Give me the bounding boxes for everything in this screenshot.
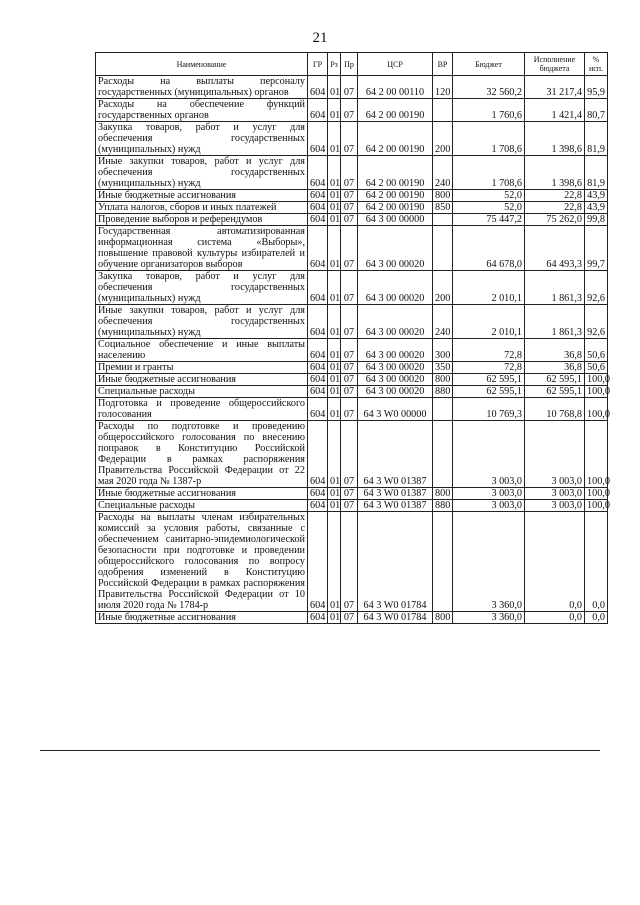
cell-vr: 120 xyxy=(433,76,453,99)
cell-rz: 01 xyxy=(328,500,341,512)
cell-gr: 604 xyxy=(308,214,328,226)
cell-percent: 95,9 xyxy=(585,76,608,99)
cell-rz: 01 xyxy=(328,362,341,374)
cell-budget: 62 595,1 xyxy=(453,374,525,386)
cell-execution: 1 398,6 xyxy=(525,122,585,156)
cell-name: Проведение выборов и референдумов xyxy=(96,214,308,226)
cell-vr xyxy=(433,226,453,271)
table-row xyxy=(96,271,608,305)
cell-csr: 64 3 W0 01784 xyxy=(358,512,433,612)
cell-csr: 64 3 W0 01387 xyxy=(358,500,433,512)
cell-gr: 604 xyxy=(308,305,328,339)
cell-percent: 100,0 xyxy=(585,398,608,421)
cell-execution: 0,0 xyxy=(525,512,585,612)
cell-name: Закупка товаров, работ и услуг для обеспечения государственных (муниципальных) нужд xyxy=(96,122,308,156)
cell-gr: 604 xyxy=(308,386,328,398)
page-number: 21 xyxy=(312,30,328,46)
cell-vr xyxy=(433,398,453,421)
cell-pr: 07 xyxy=(341,386,358,398)
cell-gr: 604 xyxy=(308,76,328,99)
header-gr: ГР xyxy=(308,53,328,76)
cell-gr: 604 xyxy=(308,99,328,122)
header-execution: Исполнение бюджета xyxy=(525,53,585,76)
cell-vr: 200 xyxy=(433,122,453,156)
table-row xyxy=(96,339,608,362)
cell-vr: 800 xyxy=(433,612,453,624)
cell-csr: 64 3 W0 01387 xyxy=(358,488,433,500)
cell-rz: 01 xyxy=(328,226,341,271)
cell-rz: 01 xyxy=(328,156,341,190)
cell-budget: 1 708,6 xyxy=(453,122,525,156)
cell-execution: 64 493,3 xyxy=(525,226,585,271)
cell-percent: 99,7 xyxy=(585,226,608,271)
cell-execution: 10 768,8 xyxy=(525,398,585,421)
cell-rz: 01 xyxy=(328,76,341,99)
cell-csr: 64 2 00 00190 xyxy=(358,99,433,122)
cell-name: Иные бюджетные ассигнования xyxy=(96,488,308,500)
table-row xyxy=(96,488,608,500)
cell-csr: 64 2 00 00110 xyxy=(358,76,433,99)
table-row xyxy=(96,612,608,624)
cell-rz: 01 xyxy=(328,99,341,122)
cell-rz: 01 xyxy=(328,122,341,156)
table-header-row xyxy=(96,53,608,76)
table-row xyxy=(96,305,608,339)
cell-name: Социальное обеспечение и иные выплаты населению xyxy=(96,339,308,362)
cell-pr: 07 xyxy=(341,190,358,202)
cell-pr: 07 xyxy=(341,512,358,612)
cell-pr: 07 xyxy=(341,271,358,305)
table-row xyxy=(96,156,608,190)
cell-rz: 01 xyxy=(328,374,341,386)
table-row xyxy=(96,99,608,122)
cell-name: Закупка товаров, работ и услуг для обеспечения государственных (муниципальных) нужд xyxy=(96,271,308,305)
cell-name: Подготовка и проведение общероссийского голосования xyxy=(96,398,308,421)
cell-name: Специальные расходы xyxy=(96,386,308,398)
cell-rz: 01 xyxy=(328,190,341,202)
cell-rz: 01 xyxy=(328,386,341,398)
header-vr: ВР xyxy=(433,53,453,76)
header-rz: Рз xyxy=(328,53,341,76)
cell-name: Иные бюджетные ассигнования xyxy=(96,190,308,202)
cell-pr: 07 xyxy=(341,305,358,339)
cell-budget: 1 760,6 xyxy=(453,99,525,122)
cell-pr: 07 xyxy=(341,99,358,122)
table-row xyxy=(96,421,608,488)
cell-vr: 300 xyxy=(433,339,453,362)
cell-execution: 22,8 xyxy=(525,190,585,202)
cell-gr: 604 xyxy=(308,374,328,386)
table-row xyxy=(96,500,608,512)
cell-pr: 07 xyxy=(341,226,358,271)
cell-rz: 01 xyxy=(328,398,341,421)
cell-rz: 01 xyxy=(328,488,341,500)
cell-percent: 80,7 xyxy=(585,99,608,122)
cell-execution: 31 217,4 xyxy=(525,76,585,99)
cell-name: Иные бюджетные ассигнования xyxy=(96,374,308,386)
cell-pr: 07 xyxy=(341,122,358,156)
cell-name: Расходы на обеспечение функций государственных органов xyxy=(96,99,308,122)
cell-budget: 32 560,2 xyxy=(453,76,525,99)
cell-csr: 64 3 W0 01784 xyxy=(358,612,433,624)
cell-percent: 100,0 xyxy=(585,488,608,500)
cell-percent: 100,0 xyxy=(585,421,608,488)
cell-vr: 240 xyxy=(433,156,453,190)
cell-gr: 604 xyxy=(308,612,328,624)
cell-csr: 64 3 W0 01387 xyxy=(358,421,433,488)
header-csr: ЦСР xyxy=(358,53,433,76)
cell-budget: 62 595,1 xyxy=(453,386,525,398)
table-row xyxy=(96,214,608,226)
cell-vr: 350 xyxy=(433,362,453,374)
budget-execution-table xyxy=(95,52,608,624)
cell-vr xyxy=(433,512,453,612)
cell-execution: 36,8 xyxy=(525,362,585,374)
cell-pr: 07 xyxy=(341,421,358,488)
cell-pr: 07 xyxy=(341,339,358,362)
cell-pr: 07 xyxy=(341,612,358,624)
cell-percent: 99,8 xyxy=(585,214,608,226)
cell-execution: 3 003,0 xyxy=(525,500,585,512)
cell-gr: 604 xyxy=(308,122,328,156)
cell-vr: 880 xyxy=(433,386,453,398)
cell-csr: 64 3 00 00020 xyxy=(358,226,433,271)
cell-execution: 1 421,4 xyxy=(525,99,585,122)
cell-pr: 07 xyxy=(341,214,358,226)
header-budget: Бюджет xyxy=(453,53,525,76)
cell-execution: 1 861,3 xyxy=(525,271,585,305)
table-body xyxy=(96,76,608,624)
cell-vr: 800 xyxy=(433,374,453,386)
cell-budget: 2 010,1 xyxy=(453,305,525,339)
cell-gr: 604 xyxy=(308,500,328,512)
table-row xyxy=(96,122,608,156)
cell-percent: 43,9 xyxy=(585,202,608,214)
cell-gr: 604 xyxy=(308,421,328,488)
table-row xyxy=(96,76,608,99)
cell-gr: 604 xyxy=(308,271,328,305)
cell-pr: 07 xyxy=(341,398,358,421)
cell-rz: 01 xyxy=(328,271,341,305)
cell-percent: 0,0 xyxy=(585,612,608,624)
cell-rz: 01 xyxy=(328,512,341,612)
cell-percent: 92,6 xyxy=(585,271,608,305)
cell-budget: 75 447,2 xyxy=(453,214,525,226)
cell-budget: 52,0 xyxy=(453,190,525,202)
cell-name: Иные закупки товаров, работ и услуг для обеспечения государственных (муниципальных) нужд xyxy=(96,156,308,190)
cell-pr: 07 xyxy=(341,202,358,214)
cell-vr: 200 xyxy=(433,271,453,305)
table-row xyxy=(96,398,608,421)
cell-execution: 0,0 xyxy=(525,612,585,624)
cell-vr: 800 xyxy=(433,190,453,202)
cell-csr: 64 3 00 00020 xyxy=(358,374,433,386)
cell-gr: 604 xyxy=(308,398,328,421)
bottom-rule xyxy=(40,750,600,751)
cell-gr: 604 xyxy=(308,202,328,214)
cell-budget: 10 769,3 xyxy=(453,398,525,421)
table-row xyxy=(96,374,608,386)
cell-percent: 92,6 xyxy=(585,305,608,339)
table-row xyxy=(96,190,608,202)
cell-budget: 1 708,6 xyxy=(453,156,525,190)
cell-percent: 50,6 xyxy=(585,362,608,374)
cell-pr: 07 xyxy=(341,76,358,99)
cell-pr: 07 xyxy=(341,488,358,500)
cell-vr: 850 xyxy=(433,202,453,214)
cell-gr: 604 xyxy=(308,226,328,271)
cell-gr: 604 xyxy=(308,512,328,612)
cell-budget: 72,8 xyxy=(453,339,525,362)
cell-percent: 0,0 xyxy=(585,512,608,612)
cell-gr: 604 xyxy=(308,488,328,500)
cell-vr: 240 xyxy=(433,305,453,339)
cell-vr xyxy=(433,214,453,226)
cell-budget: 3 003,0 xyxy=(453,488,525,500)
cell-execution: 3 003,0 xyxy=(525,488,585,500)
cell-budget: 3 003,0 xyxy=(453,500,525,512)
table-row xyxy=(96,512,608,612)
cell-rz: 01 xyxy=(328,214,341,226)
cell-percent: 100,0 xyxy=(585,500,608,512)
cell-csr: 64 3 00 00020 xyxy=(358,305,433,339)
cell-csr: 64 3 00 00020 xyxy=(358,362,433,374)
cell-vr xyxy=(433,99,453,122)
cell-csr: 64 2 00 00190 xyxy=(358,190,433,202)
cell-rz: 01 xyxy=(328,612,341,624)
cell-name: Иные закупки товаров, работ и услуг для обеспечения государственных (муниципальных) нужд xyxy=(96,305,308,339)
cell-percent: 43,9 xyxy=(585,190,608,202)
cell-execution: 22,8 xyxy=(525,202,585,214)
table-row xyxy=(96,226,608,271)
cell-csr: 64 3 00 00020 xyxy=(358,271,433,305)
cell-gr: 604 xyxy=(308,362,328,374)
cell-name: Специальные расходы xyxy=(96,500,308,512)
cell-execution: 36,8 xyxy=(525,339,585,362)
cell-budget: 3 003,0 xyxy=(453,421,525,488)
table-row xyxy=(96,386,608,398)
cell-execution: 1 398,6 xyxy=(525,156,585,190)
cell-pr: 07 xyxy=(341,374,358,386)
cell-percent: 81,9 xyxy=(585,122,608,156)
cell-csr: 64 2 00 00190 xyxy=(358,122,433,156)
cell-csr: 64 3 W0 00000 xyxy=(358,398,433,421)
cell-percent: 100,0 xyxy=(585,386,608,398)
cell-name: Расходы по подготовке и проведению общероссийского голосования по внесению поправок в Конституцию Российской Федерации в рамках распоряжения Правительства Российской Федерации от 22 мая 2020 года № 1387-р xyxy=(96,421,308,488)
table-row xyxy=(96,362,608,374)
cell-rz: 01 xyxy=(328,305,341,339)
cell-budget: 3 360,0 xyxy=(453,612,525,624)
cell-execution: 62 595,1 xyxy=(525,386,585,398)
cell-csr: 64 3 00 00000 xyxy=(358,214,433,226)
cell-execution: 75 262,0 xyxy=(525,214,585,226)
header-name: Наименование xyxy=(96,53,308,76)
cell-rz: 01 xyxy=(328,202,341,214)
cell-pr: 07 xyxy=(341,156,358,190)
cell-percent: 100,0 xyxy=(585,374,608,386)
cell-percent: 81,9 xyxy=(585,156,608,190)
cell-name: Иные бюджетные ассигнования xyxy=(96,612,308,624)
cell-name: Премии и гранты xyxy=(96,362,308,374)
cell-vr xyxy=(433,421,453,488)
header-pr: Пр xyxy=(341,53,358,76)
cell-name: Государственная автоматизированная информационная система «Выборы», повышение правовой культуры избирателей и обучение организаторов выборов xyxy=(96,226,308,271)
cell-csr: 64 3 00 00020 xyxy=(358,339,433,362)
cell-pr: 07 xyxy=(341,500,358,512)
cell-budget: 3 360,0 xyxy=(453,512,525,612)
cell-pr: 07 xyxy=(341,362,358,374)
cell-percent: 50,6 xyxy=(585,339,608,362)
header-percent: % исп. xyxy=(585,53,608,76)
cell-name: Расходы на выплаты членам избирательных комиссий за условия работы, связанные с обеспечением санитарно-эпидемиологической безопасности при подготовке и проведении общероссийского голосования по вопросу одобрения изменений в Конституцию Российской Федерации в рамках распоряжения Правительства Российской Федерации от 10 июля 2020 года № 1784-р xyxy=(96,512,308,612)
cell-gr: 604 xyxy=(308,339,328,362)
cell-csr: 64 3 00 00020 xyxy=(358,386,433,398)
cell-vr: 880 xyxy=(433,500,453,512)
cell-budget: 2 010,1 xyxy=(453,271,525,305)
cell-execution: 62 595,1 xyxy=(525,374,585,386)
cell-rz: 01 xyxy=(328,339,341,362)
cell-budget: 72,8 xyxy=(453,362,525,374)
cell-execution: 3 003,0 xyxy=(525,421,585,488)
cell-rz: 01 xyxy=(328,421,341,488)
cell-vr: 800 xyxy=(433,488,453,500)
cell-name: Уплата налогов, сборов и иных платежей xyxy=(96,202,308,214)
cell-csr: 64 2 00 00190 xyxy=(358,156,433,190)
cell-name: Расходы на выплаты персоналу государственных (муниципальных) органов xyxy=(96,76,308,99)
cell-gr: 604 xyxy=(308,156,328,190)
cell-execution: 1 861,3 xyxy=(525,305,585,339)
cell-gr: 604 xyxy=(308,190,328,202)
table-row xyxy=(96,202,608,214)
cell-budget: 64 678,0 xyxy=(453,226,525,271)
cell-csr: 64 2 00 00190 xyxy=(358,202,433,214)
cell-budget: 52,0 xyxy=(453,202,525,214)
